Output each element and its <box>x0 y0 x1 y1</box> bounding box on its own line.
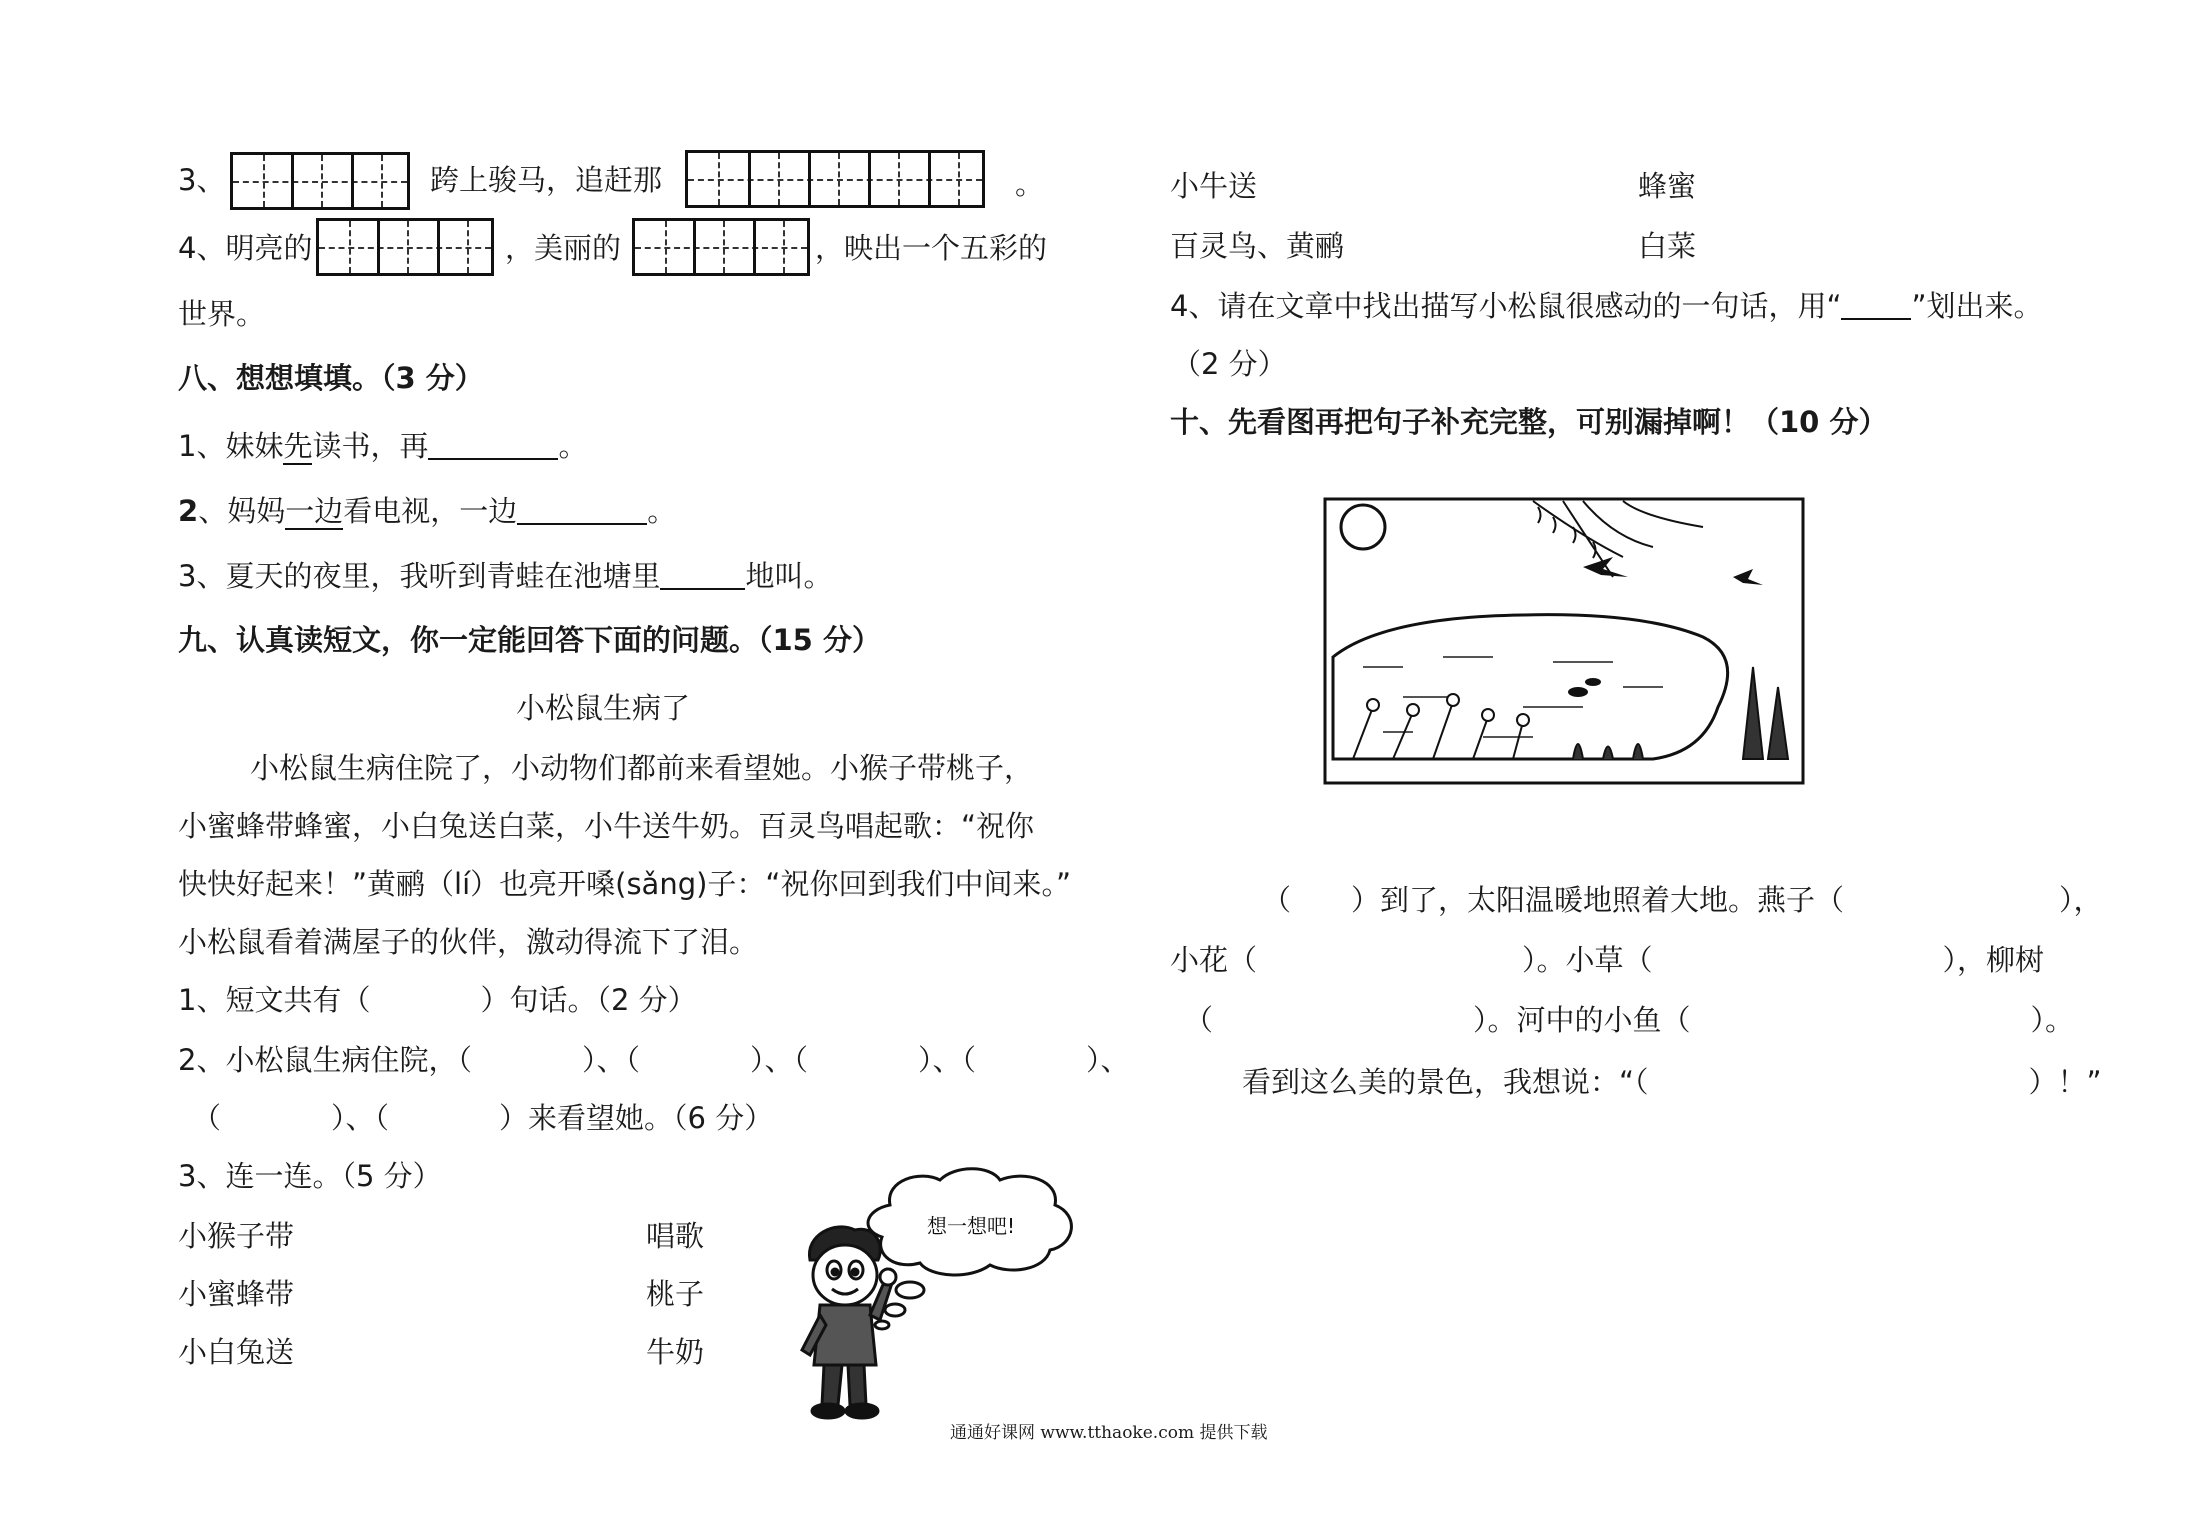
section-9-title: 九、认真读短文，你一定能回答下面的问题。（15 分） <box>178 623 881 657</box>
right-match-right-2[interactable]: 白菜 <box>1638 229 1697 263</box>
q3-mid-text: 跨上骏马，追赶那 <box>430 163 663 197</box>
underline-sample <box>1841 288 1911 320</box>
q3-number: 3、 <box>178 163 226 197</box>
bubble-text: 想一想吧! <box>927 1214 1016 1238</box>
sec8-blank-3[interactable] <box>660 558 745 590</box>
match-right-3[interactable]: 牛奶 <box>646 1335 705 1369</box>
section-8-title: 八、想想填填。（3 分） <box>178 361 484 395</box>
sec8-blank-2[interactable] <box>517 493 647 525</box>
thought-dot-icon <box>896 1282 924 1298</box>
q3-grid-2[interactable] <box>685 150 985 208</box>
q4-continuation: 世界。 <box>178 297 266 331</box>
sec8-item-2: 2、妈妈一边看电视，一边 。 <box>178 494 677 528</box>
sec9-q2-line1: 2、小松鼠生病住院，（ ）、（ ）、（ ）、（ ）、 <box>178 1043 1130 1077</box>
match-right-1[interactable]: 唱歌 <box>646 1219 705 1253</box>
right-q4-score: （2 分） <box>1172 347 1287 381</box>
story-line-1: 小松鼠生病住院了，小动物们都前来看望她。小猴子带桃子， <box>250 751 1034 785</box>
footer-credit: 通通好课网 www.tthaoke.com 提供下载 <box>950 1423 1268 1443</box>
q3-end: 。 <box>1015 167 1045 201</box>
right-match-right-1[interactable]: 蜂蜜 <box>1638 169 1697 203</box>
right-match-left-2[interactable]: 百灵鸟、黄鹂 <box>1170 229 1345 263</box>
story-line-4: 小松鼠看着满屋子的伙伴，激动得流下了泪。 <box>178 925 759 959</box>
sec10-line-2: 小花（ ）。小草（ ），柳树 <box>1170 943 2045 977</box>
sec10-line-1: （ ）到了，太阳温暖地照着大地。燕子（ ）， <box>1262 883 2103 917</box>
section-10-title: 十、先看图再把句子补充完整，可别漏掉啊！（10 分） <box>1170 405 1888 439</box>
q4-mid: ，美丽的 <box>505 231 622 265</box>
sec8-blank-1[interactable] <box>428 428 558 460</box>
q3-line <box>178 160 225 200</box>
sec8-item-3: 3、夏天的夜里，我听到青蛙在池塘里 地叫。 <box>178 559 833 593</box>
right-match-left-1[interactable]: 小牛送 <box>1170 169 1258 203</box>
sec10-line-3: （ ）。河中的小鱼（ ）。 <box>1184 1003 2075 1037</box>
match-left-1[interactable]: 小猴子带 <box>178 1219 295 1253</box>
sec10-line-4: 看到这么美的景色，我想说：“（ ）！” <box>1242 1065 2102 1099</box>
thinking-boy-illustration <box>790 1165 1110 1425</box>
right-q4: 4、请在文章中找出描写小松鼠很感动的一句话，用“ ”划出来。 <box>1170 289 2043 323</box>
spring-scene-picture <box>1323 497 1805 787</box>
sec9-q2-line2: （ ）、（ ）来看望她。（6 分） <box>192 1101 774 1135</box>
q4-grid-2[interactable] <box>632 218 810 276</box>
sec9-q3-title: 3、连一连。（5 分） <box>178 1159 442 1193</box>
match-left-2[interactable]: 小蜜蜂带 <box>178 1277 295 1311</box>
q4-start: 4、明亮的 <box>178 231 313 265</box>
match-left-3[interactable]: 小白兔送 <box>178 1335 295 1369</box>
sec9-q1: 1、短文共有（ ）句话。（2 分） <box>178 983 697 1017</box>
sec8-item-1: 1、妹妹先读书，再 。 <box>178 429 588 463</box>
story-title: 小松鼠生病了 <box>516 691 691 725</box>
story-line-3: 快快好起来！”黄鹂（lí）也亮开嗓(sǎng)子：“祝你回到我们中间来。” <box>178 867 1071 901</box>
match-right-2[interactable]: 桃子 <box>646 1277 705 1311</box>
q4-grid-1[interactable] <box>316 218 494 276</box>
story-line-2: 小蜜蜂带蜂蜜，小白兔送白菜，小牛送牛奶。百灵鸟唱起歌：“祝你 <box>178 809 1035 843</box>
q4-end: ，映出一个五彩的 <box>815 231 1048 265</box>
q3-grid-1[interactable] <box>230 152 410 210</box>
